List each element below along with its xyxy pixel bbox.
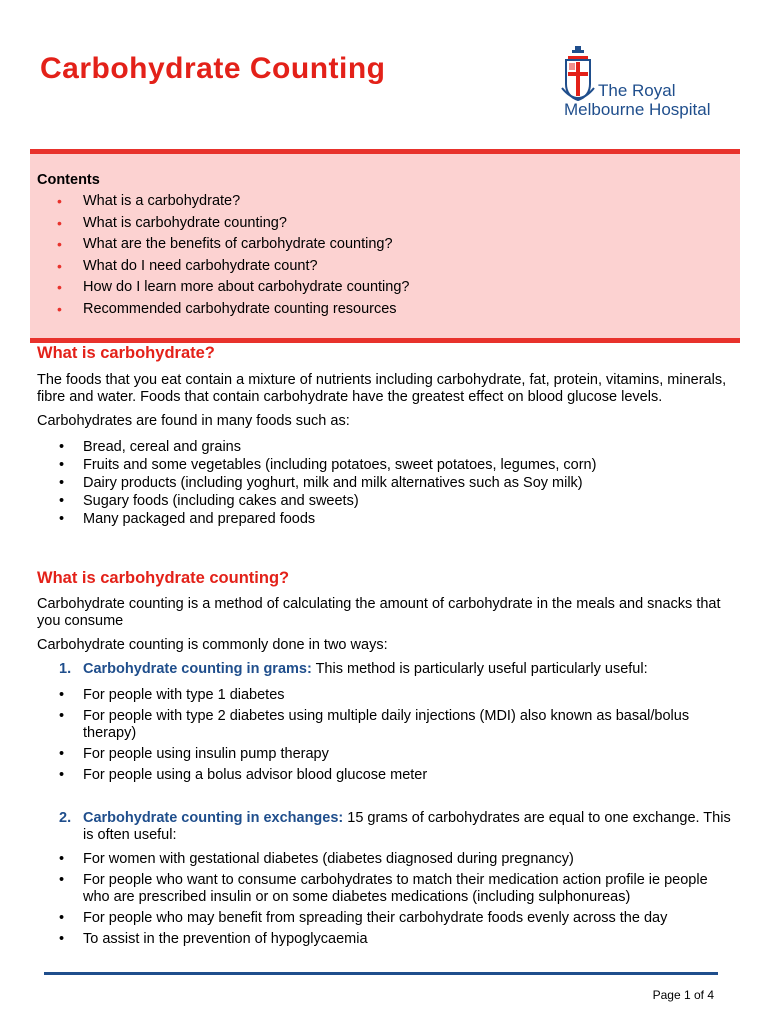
contents-list: [55, 191, 409, 320]
method-exchanges: [37, 810, 737, 844]
method-number: 2.: [59, 810, 72, 826]
method-lead: Carbohydrate counting in grams:: [83, 661, 312, 677]
list-item: • For people who may benefit from spreading their carbohydrate foods evenly across the day: [37, 910, 737, 927]
grams-list: [37, 687, 737, 784]
contents-item: • What do I need carbohydrate count?: [55, 256, 409, 278]
section-heading: What is carbohydrate counting?: [37, 569, 290, 587]
contents-item: • What is carbohydrate counting?: [55, 213, 409, 235]
footer-divider: [44, 972, 718, 975]
page-title: Carbohydrate Counting: [40, 52, 386, 85]
list-item: • Fruits and some vegetables (including potatoes, sweet potatoes, legumes, corn): [37, 457, 737, 474]
contents-item: • What are the benefits of carbohydrate counting?: [55, 234, 409, 256]
list-item: • For women with gestational diabetes (diabetes diagnosed during pregnancy): [37, 851, 737, 868]
list-item: • Bread, cereal and grains: [37, 439, 737, 456]
list-item: • For people using a bolus advisor blood glucose meter: [37, 767, 737, 784]
section-what-is-carbohydrate: [37, 344, 737, 528]
contents-item: • How do I learn more about carbohydrate counting?: [55, 277, 409, 299]
list-item: • Many packaged and prepared foods: [37, 511, 737, 528]
list-item: • To assist in the prevention of hypoglycaemia: [37, 931, 737, 948]
list-item: • For people who want to consume carbohydrates to match their medication action profile ie people who are prescribed insulin or on some diabetes medications (including sulphonureas): [37, 872, 737, 906]
list-item: • Sugary foods (including cakes and sweets): [37, 493, 737, 510]
list-item: • For people using insulin pump therapy: [37, 746, 737, 763]
page-number: Page 1 of 4: [652, 988, 714, 1002]
logo-line-2: Melbourne Hospital: [564, 100, 711, 119]
section-heading: What is carbohydrate?: [37, 344, 215, 362]
list-item: • Dairy products (including yoghurt, milk and milk alternatives such as Soy milk): [37, 475, 737, 492]
method-grams: [37, 661, 737, 678]
method-text: This method is particularly useful particularly useful:: [311, 661, 648, 677]
paragraph: Carbohydrate counting is commonly done in two ways:: [37, 637, 388, 653]
method-text: 15 grams of carbohydrates are equal to one exchange. This is often useful:: [83, 810, 731, 843]
contents-item: • Recommended carbohydrate counting resources: [55, 299, 409, 321]
section-carbohydrate-counting: [37, 569, 737, 948]
method-number: 1.: [59, 661, 72, 677]
contents-item: • What is a carbohydrate?: [55, 191, 409, 213]
paragraph: The foods that you eat contain a mixture of nutrients including carbohydrate, fat, protein, vitamins, minerals, fibre and water. Foods that contain carbohydrate have the greatest effect on blood glucose levels.: [37, 372, 727, 405]
contents-box: [30, 149, 740, 343]
list-item: • For people with type 1 diabetes: [37, 687, 737, 704]
exchanges-list: [37, 851, 737, 948]
list-item: • For people with type 2 diabetes using multiple daily injections (MDI) also known as basal/bolus therapy): [37, 708, 737, 742]
hospital-logo: [560, 44, 740, 124]
paragraph: Carbohydrates are found in many foods such as:: [37, 413, 350, 429]
method-lead: Carbohydrate counting in exchanges:: [83, 810, 344, 826]
food-list: [37, 439, 737, 528]
paragraph: Carbohydrate counting is a method of calculating the amount of carbohydrate in the meals and snacks that you consume: [37, 596, 721, 629]
logo-line-1: The Royal: [598, 81, 676, 100]
contents-heading: Contents: [37, 172, 100, 188]
